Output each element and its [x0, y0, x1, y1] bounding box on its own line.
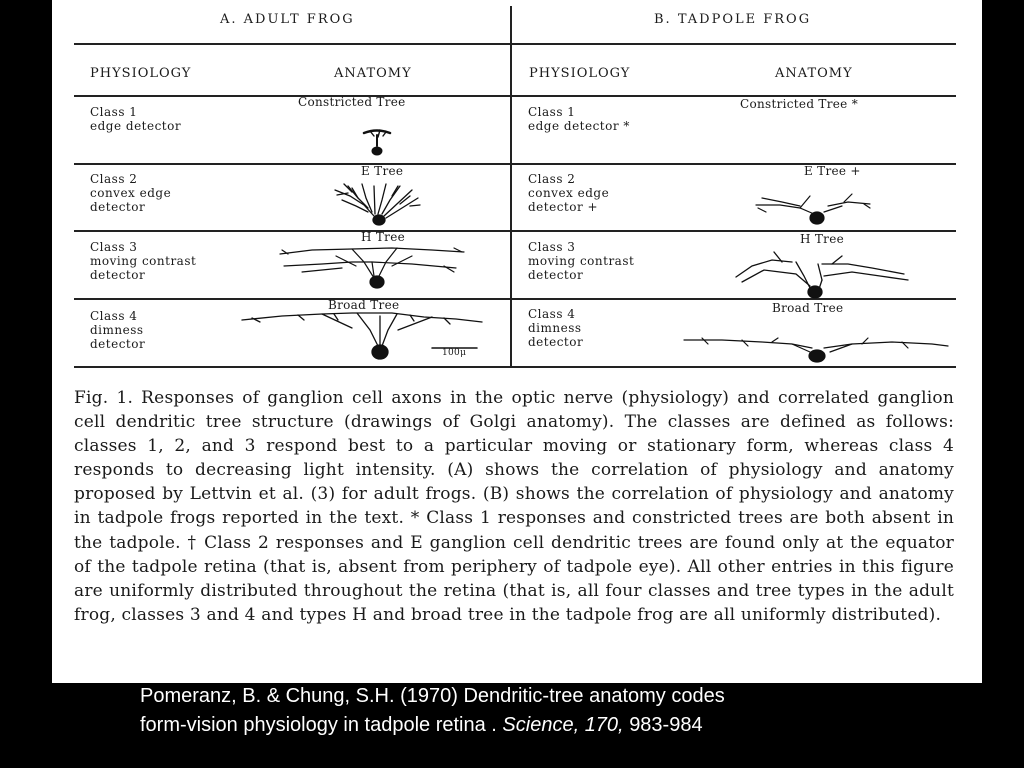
col-physiology-a: PHYSIOLOGY	[90, 66, 192, 81]
tadpole-tree-label-4: Broad Tree	[772, 301, 844, 315]
citation-journal: Science, 170,	[502, 714, 624, 736]
citation-pages: 983-984	[629, 714, 703, 736]
adult-class-4: Class 4 dimness detector	[90, 309, 146, 351]
adult-tree-label-4: Broad Tree	[328, 298, 400, 312]
tadpole-tree-label-2: E Tree +	[804, 164, 861, 178]
dendritic-tree-drawings	[52, 0, 982, 380]
citation	[140, 682, 960, 740]
adult-tree-label-2: E Tree	[361, 164, 404, 178]
adult-class-1: Class 1 edge detector	[90, 105, 182, 133]
citation-title-end: form-vision physiology in tadpole retina .	[140, 714, 497, 736]
header-adult-frog: A. ADULT FROG	[220, 12, 355, 27]
header-tadpole-frog: B. TADPOLE FROG	[654, 12, 812, 27]
adult-tree-label-3: H Tree	[361, 230, 406, 244]
tadpole-broad-tree	[684, 338, 948, 362]
col-anatomy-b: ANATOMY	[775, 66, 853, 81]
tadpole-tree-label-3: H Tree	[800, 232, 845, 246]
figure-panel	[52, 0, 982, 683]
tadpole-class-1: Class 1 edge detector *	[528, 105, 630, 133]
col-anatomy-a: ANATOMY	[334, 66, 412, 81]
citation-line-1: Pomeranz, B. & Chung, S.H. (1970) Dendritic-tree anatomy codes	[140, 685, 725, 707]
caption-text: Fig. 1. Responses of ganglion cell axons in the optic nerve (physiology) and correlated ganglion cell dendritic tree structure (drawings of Golgi anatomy). The classes are defined as follows: classes 1, 2, and 3 respond best to a particular moving or stationary form, whereas class 4 responds to decreasing light intensity. (A) shows the correlation of physiology and anatomy proposed by Lettvin et al. (3) for adult frogs. (B) shows the correlation of physiology and anatomy in tadpole frogs reported in the text. * Class 1 responses and constricted trees are both absent in the tadpole. † Class 2 responses and E ganglion cell dendritic trees are found only at the equator of the tadpole retina (that is, absent from periphery of tadpole eye). All other entries in this figure are uniformly distributed throughout the retina (that is, all four classes and tree types in the adult frog, classes 3 and 4 and types H and broad tree in the tadpole frog are all uniformly distributed).	[74, 388, 954, 625]
scale-bar-label: 100μ	[442, 348, 467, 358]
tadpole-class-4: Class 4 dimness detector	[528, 307, 584, 349]
tadpole-tree-label-1: Constricted Tree *	[740, 97, 858, 111]
adult-h-tree	[280, 248, 464, 288]
adult-e-tree	[335, 184, 420, 225]
adult-class-2: Class 2 convex edge detector	[90, 172, 172, 214]
figure-caption	[74, 386, 954, 627]
citation-line-2	[140, 711, 960, 740]
tadpole-class-2: Class 2 convex edge detector +	[528, 172, 610, 214]
adult-constricted-tree	[364, 130, 390, 155]
tadpole-h-tree	[736, 252, 908, 298]
adult-tree-label-1: Constricted Tree	[298, 95, 406, 109]
col-physiology-b: PHYSIOLOGY	[529, 66, 631, 81]
tadpole-class-3: Class 3 moving contrast detector	[528, 240, 635, 282]
tadpole-e-tree	[756, 194, 870, 224]
adult-class-3: Class 3 moving contrast detector	[90, 240, 197, 282]
